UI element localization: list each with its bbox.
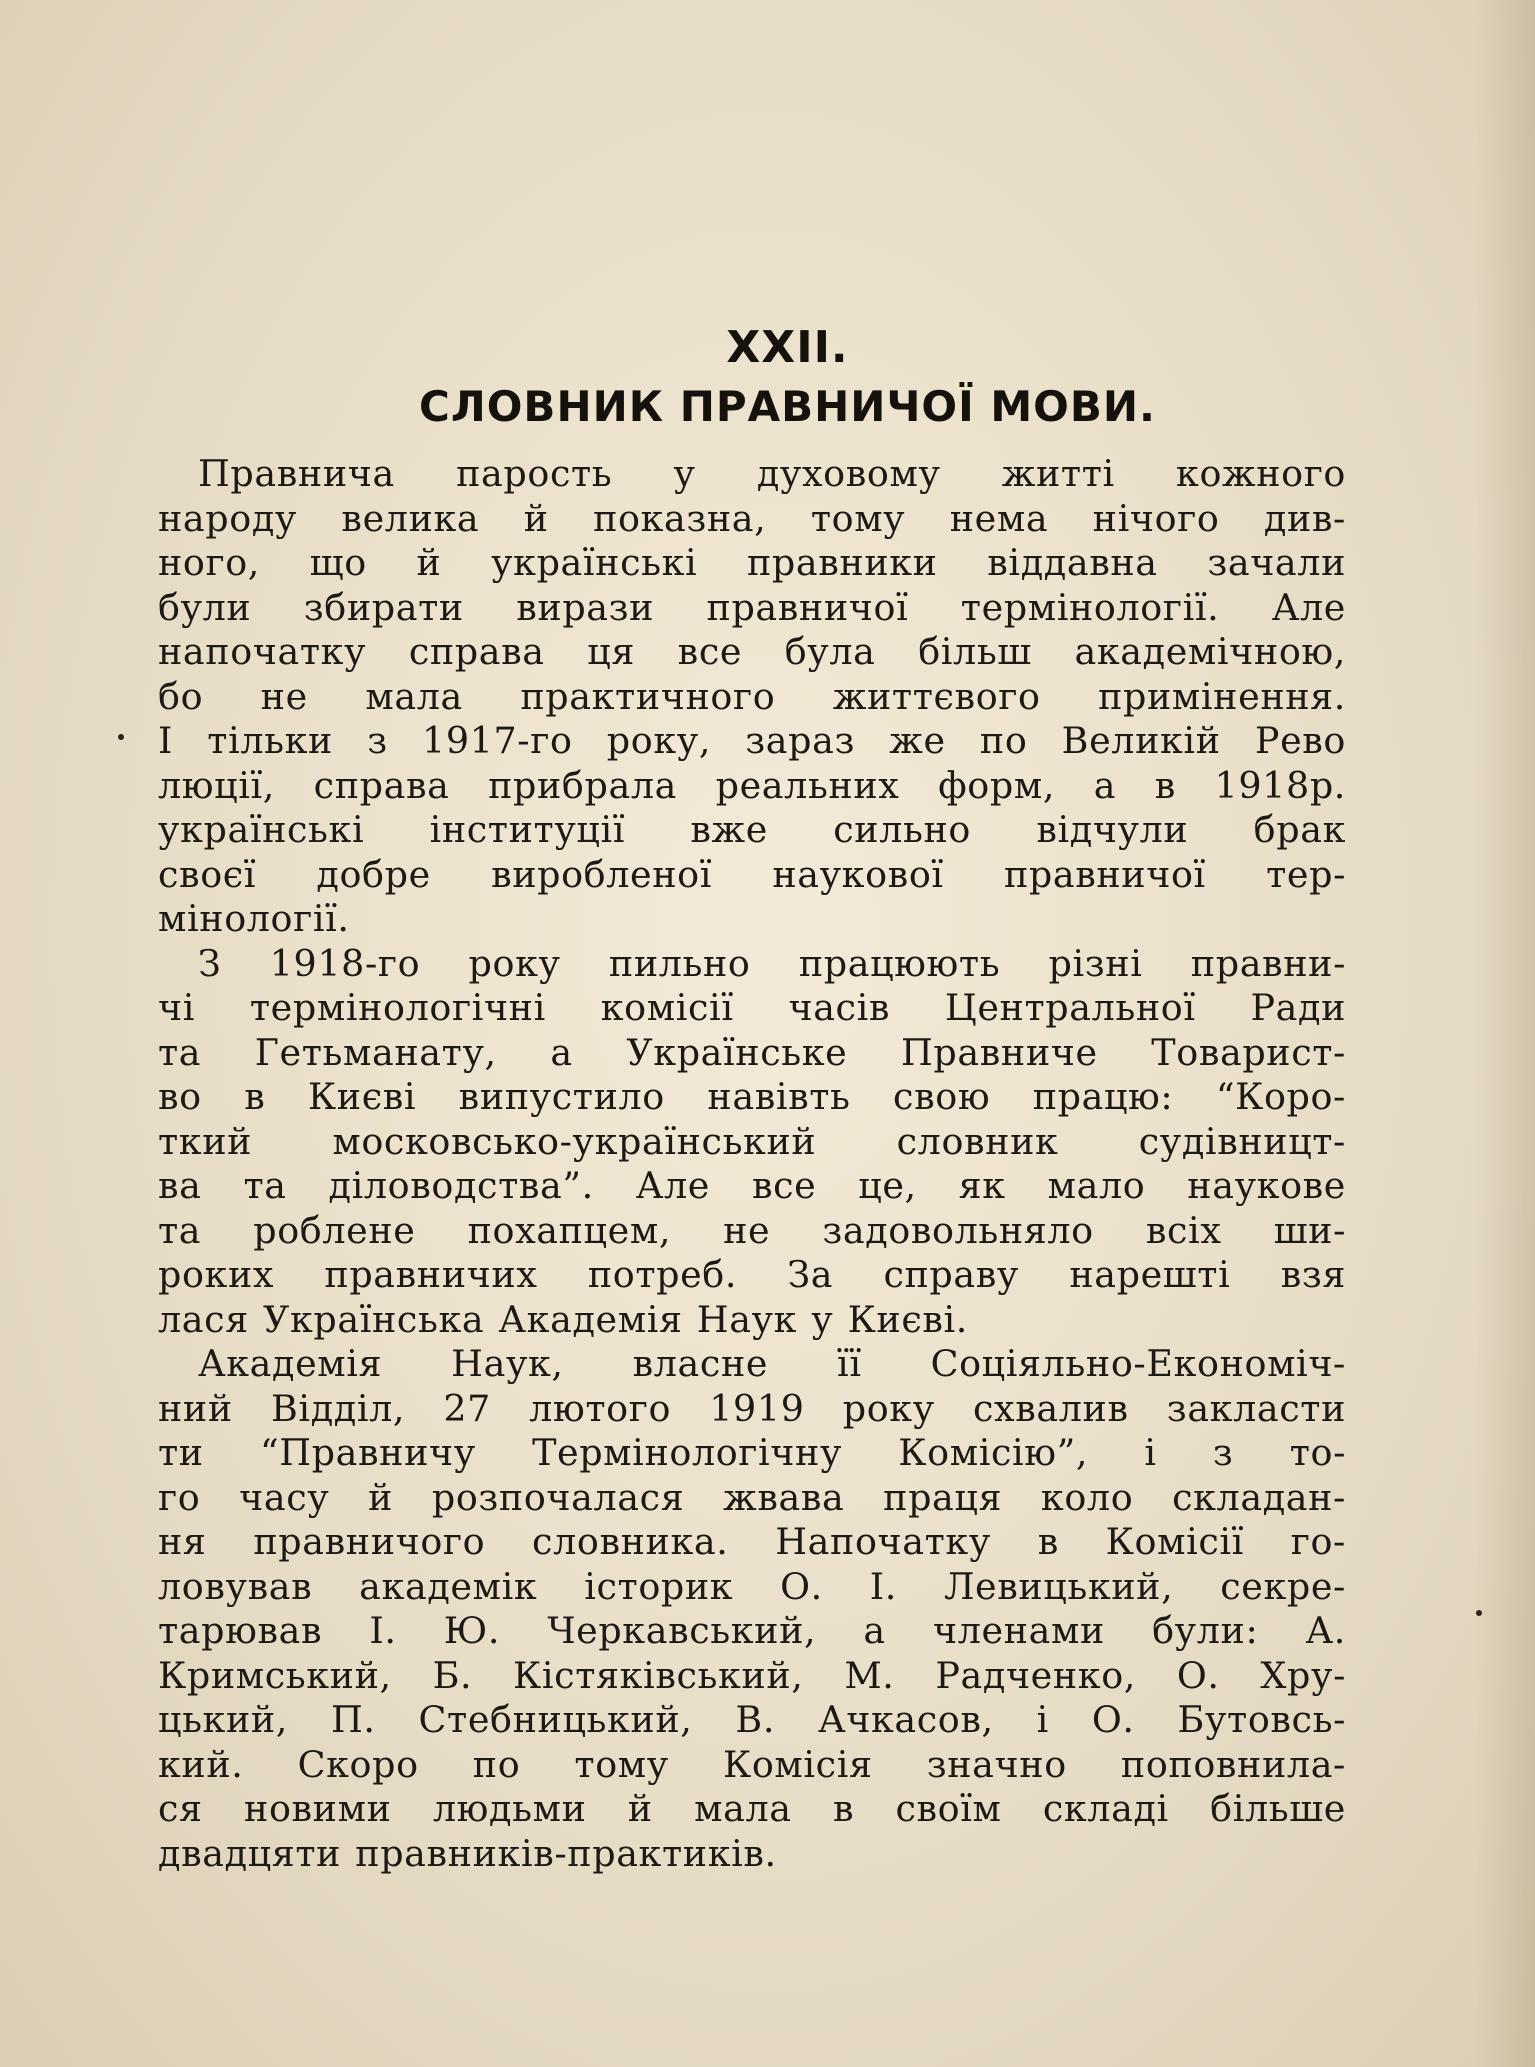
chapter-number: XXII.: [726, 322, 849, 373]
text-line: чі термінологічні комісії часів Центральної Ради: [158, 986, 1346, 1029]
text-line: своєї добре виробленої наукової правничої тер-: [158, 852, 1346, 896]
paragraph-1: [158, 452, 1346, 942]
text-line: роких правничих потреб. За справу нарешті взя: [158, 1253, 1346, 1296]
chapter-body: [158, 452, 1346, 1876]
paragraph-3: [158, 1342, 1346, 1876]
text-line: ва та діловодства”. Але все це, як мало наукове: [158, 1164, 1346, 1207]
text-line: Кримський, Б. Кістяківський, М. Радченко, О. Хру-: [158, 1653, 1346, 1697]
chapter-title: СЛОВНИК ПРАВНИЧОЇ МОВИ.: [419, 382, 1156, 431]
ink-speck: [118, 734, 124, 740]
ink-speck: [1476, 1610, 1482, 1616]
text-line: двадцяти правників-практиків.: [158, 1831, 777, 1875]
text-line: були збирати вирази правничої термінології. Але: [158, 585, 1346, 629]
text-line: бо не мала практичного життєвого примінення.: [158, 674, 1346, 718]
text-line: го часу й розпочалася жвава праця коло складан-: [158, 1475, 1346, 1519]
text-line: ного, що й українські правники віддавна зачали: [158, 541, 1346, 584]
text-line: українські інституції вже сильно відчули брак: [158, 808, 1346, 851]
text-line: цький, П. Стебницький, В. Ачкасов, і О. Бутовсь-: [158, 1698, 1346, 1741]
text-line: напочатку справа ця все була більш академічною,: [158, 630, 1346, 673]
text-line: ся новими людьми й мала в своїм складі більше: [158, 1787, 1346, 1830]
text-line: люції, справа прибрала реальних форм, а в 1918р.: [158, 763, 1346, 807]
text-line: во в Києві випустило навівть свою працю: “Коро-: [158, 1075, 1346, 1118]
text-line: ти “Правничу Термінологічну Комісію”, і з то-: [158, 1431, 1346, 1474]
text-line: народу велика й показна, тому нема нічого див-: [158, 496, 1346, 540]
text-line: З 1918-го року пильно працюють різні правни-: [198, 941, 1346, 985]
text-line: Академія Наук, власне її Соціяльно-Економіч-: [198, 1342, 1346, 1385]
text-line: мінології.: [158, 897, 350, 940]
paragraph-2: [158, 942, 1346, 1343]
text-line: ловував академік історик О. І. Левицький, секре-: [158, 1564, 1346, 1608]
text-line: ткий московсько-український словник судівницт-: [158, 1119, 1346, 1163]
text-line: Правнича парость у духовому житті кожного: [198, 452, 1346, 495]
text-line: ний Відділ, 27 лютого 1919 року схвалив закласти: [158, 1386, 1346, 1430]
text-line: ня правничого словника. Напочатку в Комісії го-: [158, 1520, 1346, 1563]
text-line: та Гетьманату, а Українське Правниче Товарист-: [158, 1030, 1346, 1074]
page-edge-shadow: [1475, 0, 1535, 2067]
text-line: кий. Скоро по тому Комісія значно поповнила-: [158, 1742, 1346, 1786]
text-line: та роблене похапцем, не задовольняло всіх ши-: [158, 1208, 1346, 1252]
text-line: І тільки з 1917-го року, зараз же по Великій Рево: [158, 719, 1346, 762]
text-line: лася Українська Академія Наук у Києві.: [158, 1297, 969, 1341]
text-line: тарював І. Ю. Черкавський, а членами були: А.: [158, 1609, 1346, 1652]
